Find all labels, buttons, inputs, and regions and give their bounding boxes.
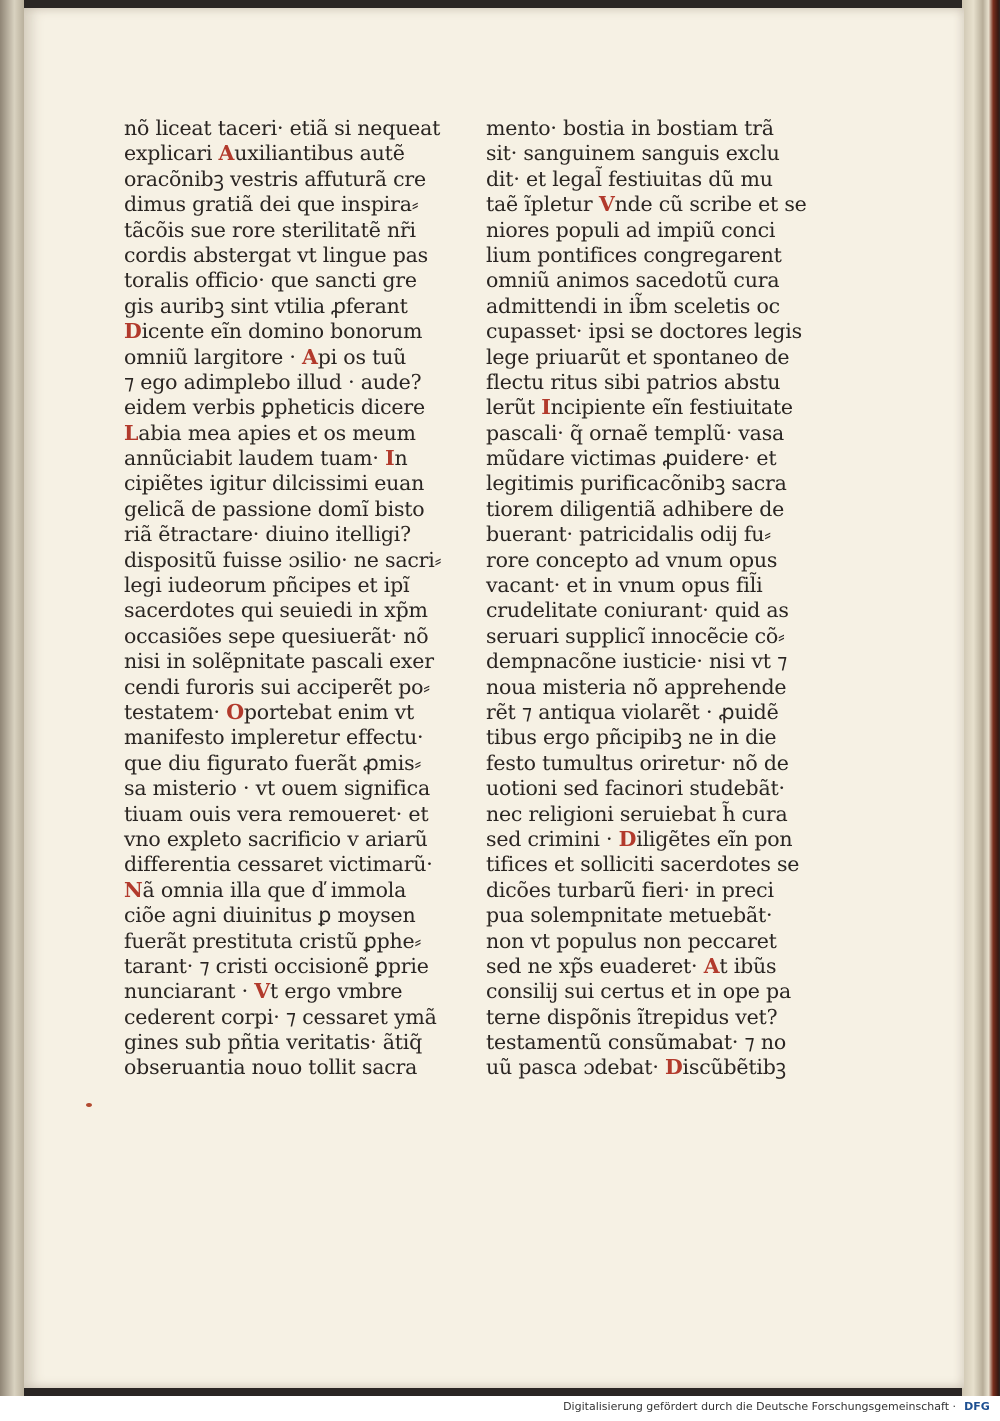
- text-segment: testatem·: [124, 699, 227, 724]
- text-segment: uũ pasca ɔdebat·: [486, 1055, 665, 1080]
- text-line: [124, 878, 454, 903]
- text-line: [124, 675, 454, 700]
- text-segment: cipiẽtes igitur dilcissimi euan: [124, 471, 425, 496]
- text-line: [124, 268, 454, 293]
- text-segment: dispositũ fuisse ɔsilio· ne sacri⸗: [124, 547, 442, 572]
- footer-credit: Digitalisierung gefördert durch die Deutsche Forschungsgemeinschaft ·: [563, 1400, 956, 1413]
- text-segment: omniũ largitore ·: [124, 344, 302, 369]
- text-segment: pascali· q̃ ornaẽ templũ· vasa: [486, 420, 785, 445]
- dfg-logo: DFG: [964, 1400, 990, 1413]
- text-line: [486, 421, 816, 446]
- text-segment: dit· et legal̃ festiuitas dũ mu: [486, 166, 773, 191]
- text-line: [486, 675, 816, 700]
- right-text-column: [486, 116, 816, 1081]
- text-segment: sed crimini ·: [486, 826, 619, 851]
- text-segment: legitimis purificacõnibꝫ sacra: [486, 471, 787, 496]
- text-segment: flectu ritus sibi patrios abstu: [486, 369, 781, 394]
- text-segment: lium pontifices congregarent: [486, 242, 782, 267]
- text-line: [124, 345, 454, 370]
- text-line: [486, 294, 816, 319]
- rubricated-initial: V: [598, 192, 615, 217]
- text-segment: explicari: [124, 141, 219, 166]
- text-segment: iscũbẽtibꝫ: [682, 1055, 786, 1080]
- text-segment: tãcõis sue rore sterilitatẽ nr̃i: [124, 217, 416, 242]
- text-line: [486, 218, 816, 243]
- text-segment: nõ liceat taceri· etiã si nequeat: [124, 116, 441, 140]
- text-segment: sa misterio · vt ouem significa: [124, 776, 430, 801]
- text-line: [124, 446, 454, 471]
- text-line: [486, 929, 816, 954]
- text-segment: crudelitate coniurant· quid as: [486, 598, 789, 623]
- text-segment: fuerãt prestituta cristũ ꝑphe⸗: [124, 928, 422, 953]
- text-line: [486, 598, 816, 623]
- text-line: [486, 1005, 816, 1030]
- text-line: [486, 116, 816, 141]
- text-segment: dempnacõne iusticie· nisi vt ⁊: [486, 649, 788, 674]
- footer-bar: [0, 1396, 1000, 1421]
- text-segment: tibus ergo pñcipibꝫ ne in die: [486, 725, 777, 750]
- text-line: [124, 954, 454, 979]
- text-line: [124, 751, 454, 776]
- text-line: [124, 421, 454, 446]
- text-segment: toralis officio· que sancti gre: [124, 268, 417, 293]
- text-line: [124, 979, 454, 1004]
- text-line: [486, 167, 816, 192]
- text-segment: cendi furoris sui acciperẽt po⸗: [124, 674, 430, 699]
- rubricated-initial: I: [541, 395, 551, 420]
- text-line: [486, 827, 816, 852]
- text-segment: t ergo vmbre: [270, 979, 403, 1004]
- text-segment: abia mea apies et os meum: [138, 420, 416, 445]
- text-segment: ciõe agni diuinitus ꝑ moysen: [124, 903, 416, 928]
- text-segment: mũdare victimas ꝓuidere· et: [486, 446, 777, 471]
- text-segment: cordis abstergat vt lingue pas: [124, 242, 428, 267]
- text-segment: tiorem diligentiã adhibere de: [486, 496, 785, 521]
- text-line: [124, 522, 454, 547]
- text-segment: dimus gratiã dei que inspira⸗: [124, 192, 419, 217]
- text-segment: sit· sanguinem sanguis exclu: [486, 141, 780, 166]
- text-segment: tarant· ⁊ cristi occisionẽ ꝑprie: [124, 953, 429, 978]
- text-segment: noua misteria nõ apprehende: [486, 674, 787, 699]
- text-line: [486, 319, 816, 344]
- text-segment: mento· bostia in bostiam trã: [486, 116, 774, 140]
- text-line: [124, 802, 454, 827]
- rubricated-initial: D: [124, 319, 142, 344]
- text-segment: testamentũ consũmabat· ⁊ no: [486, 1030, 786, 1055]
- left-text-column: [124, 116, 454, 1081]
- text-segment: lerũt: [486, 395, 542, 420]
- text-line: [124, 1005, 454, 1030]
- text-line: [124, 573, 454, 598]
- text-segment: annũciabit laudem tuam·: [124, 446, 386, 471]
- text-segment: t ibũs: [719, 953, 777, 978]
- text-line: [124, 167, 454, 192]
- rubricated-initial: A: [703, 953, 720, 978]
- text-segment: oracõnibꝫ vestris affuturã cre: [124, 166, 426, 191]
- ink-spot: [86, 1103, 92, 1107]
- text-segment: seruari supplicĩ innocẽcie cõ⸗: [486, 623, 785, 648]
- text-segment: ncipiente eĩn festiuitate: [550, 395, 793, 420]
- text-line: [486, 370, 816, 395]
- text-segment: festo tumultus oriretur· nõ de: [486, 750, 789, 775]
- text-line: [124, 1055, 454, 1080]
- text-segment: nec religioni seruiebat h̃ cura: [486, 801, 788, 826]
- text-line: [486, 471, 816, 496]
- rubricated-initial: N: [124, 877, 143, 902]
- text-line: [486, 243, 816, 268]
- text-segment: buerant· patricidalis odij fu⸗: [486, 522, 771, 547]
- rubricated-initial: L: [124, 420, 139, 445]
- text-line: [124, 395, 454, 420]
- text-line: [486, 903, 816, 928]
- text-line: [124, 471, 454, 496]
- text-segment: niores populi ad impiũ conci: [486, 217, 776, 242]
- text-line: [486, 1055, 816, 1080]
- text-segment: pi os tuũ: [317, 344, 407, 369]
- text-line: [124, 192, 454, 217]
- text-line: [124, 929, 454, 954]
- text-segment: rẽt ⁊ antiqua violarẽt · ꝓuidẽ: [486, 699, 779, 724]
- text-segment: legi iudeorum pñcipes et ipĩ: [124, 573, 410, 598]
- text-segment: gines sub pñtia veritatis· ãtiq̃: [124, 1030, 423, 1055]
- text-line: [486, 141, 816, 166]
- text-line: [124, 725, 454, 750]
- text-segment: tiuam ouis vera remoueret· et: [124, 801, 429, 826]
- text-line: [124, 624, 454, 649]
- text-segment: ã omnia illa que ď immola: [142, 877, 407, 902]
- rubricated-initial: O: [226, 699, 244, 724]
- text-segment: uxiliantibus autẽ: [234, 141, 405, 166]
- text-segment: vacant· et in vnum opus fil̃i: [486, 573, 763, 598]
- text-line: [486, 268, 816, 293]
- text-segment: consilij sui certus et in ope pa: [486, 979, 791, 1004]
- text-line: [486, 751, 816, 776]
- text-segment: rore concepto ad vnum opus: [486, 547, 778, 572]
- text-segment: riã ẽtractare· diuino itelligi?: [124, 522, 411, 547]
- text-line: [124, 370, 454, 395]
- text-segment: que diu figurato fuerãt ꝓmis⸗: [124, 750, 422, 775]
- rubricated-initial: I: [385, 446, 395, 471]
- text-line: [486, 878, 816, 903]
- text-line: [486, 345, 816, 370]
- text-segment: terne dispõnis ĩtrepidus vet?: [486, 1004, 778, 1029]
- text-line: [486, 446, 816, 471]
- text-segment: eidem verbis ꝑpheticis dicere: [124, 395, 425, 420]
- text-line: [486, 725, 816, 750]
- text-segment: omniũ animos sacedotũ cura: [486, 268, 780, 293]
- rubricated-initial: A: [301, 344, 318, 369]
- text-segment: taẽ ĩpletur: [486, 192, 599, 217]
- text-line: [124, 548, 454, 573]
- text-line: [124, 243, 454, 268]
- text-line: [486, 776, 816, 801]
- text-segment: uotioni sed facinori studebãt·: [486, 776, 785, 801]
- rubricated-initial: D: [664, 1055, 683, 1080]
- text-line: [124, 827, 454, 852]
- text-line: [124, 1030, 454, 1055]
- text-line: [124, 116, 454, 141]
- text-segment: admittendi in ib̃m sceletis oc: [486, 293, 780, 318]
- text-line: [486, 573, 816, 598]
- text-segment: non vt populus non peccaret: [486, 928, 777, 953]
- text-segment: tifices et solliciti sacerdotes se: [486, 852, 800, 877]
- text-segment: iligẽtes eĩn pon: [636, 826, 793, 851]
- text-segment: occasiões sepe quesiuerãt· nõ: [124, 623, 429, 648]
- text-segment: obseruantia nouo tollit sacra: [124, 1055, 418, 1080]
- text-line: [486, 979, 816, 1004]
- text-segment: manifesto impleretur effectu·: [124, 725, 424, 750]
- text-line: [486, 192, 816, 217]
- text-line: [486, 954, 816, 979]
- text-segment: pua solempnitate metuebãt·: [486, 903, 773, 928]
- text-segment: gis auribꝫ sint vtilia ꝓferant: [124, 293, 408, 318]
- book-right-edge: [962, 0, 1000, 1396]
- text-line: [486, 700, 816, 725]
- text-line: [124, 497, 454, 522]
- text-segment: icente eĩn domino bonorum: [141, 319, 423, 344]
- text-line: [124, 218, 454, 243]
- text-line: [124, 776, 454, 801]
- text-segment: nde cũ scribe et se: [614, 192, 807, 217]
- text-segment: sacerdotes qui seuiedi in xp̃m: [124, 598, 428, 623]
- text-segment: dicões turbarũ fieri· in preci: [486, 877, 774, 902]
- text-line: [124, 294, 454, 319]
- text-segment: nisi in solẽpnitate pascali exer: [124, 649, 434, 674]
- text-line: [486, 548, 816, 573]
- text-line: [486, 1030, 816, 1055]
- text-line: [124, 598, 454, 623]
- text-segment: gelicã de passione domĩ bisto: [124, 496, 425, 521]
- text-segment: cederent corpi· ⁊ cessaret ymã: [124, 1004, 437, 1029]
- text-line: [486, 624, 816, 649]
- text-line: [124, 141, 454, 166]
- text-line: [486, 852, 816, 877]
- text-segment: differentia cessaret victimarũ·: [124, 852, 433, 877]
- rubricated-initial: D: [618, 826, 637, 851]
- text-segment: nunciarant ·: [124, 979, 255, 1004]
- rubricated-initial: V: [254, 979, 270, 1004]
- text-segment: portebat enim vt: [243, 699, 415, 724]
- text-line: [486, 395, 816, 420]
- text-segment: lege priuarũt et spontaneo de: [486, 344, 790, 369]
- text-line: [486, 649, 816, 674]
- text-segment: vno expleto sacrificio v ariarũ: [124, 826, 428, 851]
- text-segment: ⁊ ego adimplebo illud · aude?: [124, 369, 422, 394]
- left-page-edge: [0, 0, 24, 1396]
- text-line: [124, 700, 454, 725]
- text-line: [124, 903, 454, 928]
- text-segment: cupasset· ipsi se doctores legis: [486, 319, 802, 344]
- text-line: [124, 319, 454, 344]
- text-line: [124, 649, 454, 674]
- text-line: [486, 802, 816, 827]
- text-segment: n: [394, 446, 408, 471]
- manuscript-page: [24, 8, 964, 1388]
- text-line: [486, 497, 816, 522]
- text-segment: sed ne xp̃s euaderet·: [486, 953, 704, 978]
- text-line: [486, 522, 816, 547]
- text-line: [124, 852, 454, 877]
- rubricated-initial: A: [218, 141, 235, 166]
